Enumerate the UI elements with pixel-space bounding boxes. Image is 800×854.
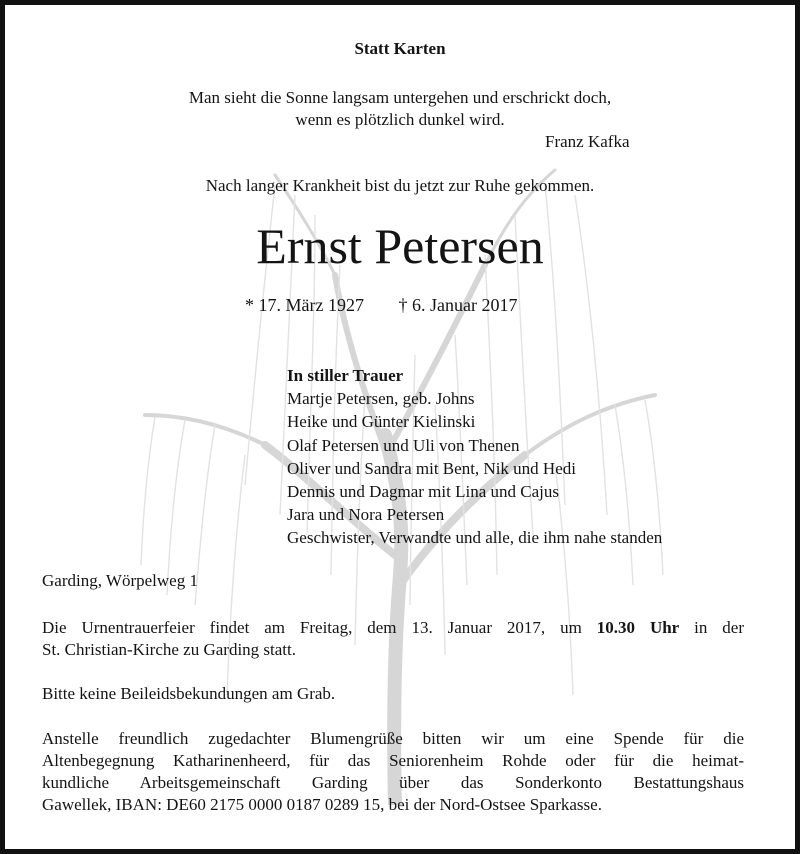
- mourner-name: Jara und Nora Petersen: [287, 505, 445, 525]
- mourner-name: Dennis und Dagmar mit Lina und Cajus: [287, 482, 559, 502]
- birth-date: * 17. März 1927: [245, 295, 364, 315]
- death-date: † 6. Januar 2017: [398, 295, 518, 315]
- header-statt-karten: Statt Karten: [354, 39, 446, 58]
- ceremony-pre: Die Urnentrauerfeier findet am Freitag, dem 13. Januar 2017, um: [42, 618, 582, 637]
- deceased-name: Ernst Petersen: [256, 218, 544, 274]
- quote-author: Franz Kafka: [545, 132, 630, 151]
- ceremony-line-1: [42, 617, 744, 639]
- address: Garding, Wörpelweg 1: [42, 571, 198, 590]
- intro-text: Nach langer Krankheit bist du jetzt zur Ruhe gekommen.: [205, 176, 595, 195]
- quote-line-2: wenn es plötzlich dunkel wird.: [295, 110, 505, 129]
- ceremony-line-2: St. Christian-Kirche zu Garding statt.: [42, 640, 297, 659]
- mourner-name: Olaf Petersen und Uli von Thenen: [287, 435, 520, 455]
- quote-line-1: Man sieht die Sonne langsam untergehen und erschrickt doch,: [188, 88, 612, 107]
- mourner-name: Oliver und Sandra mit Bent, Nik und Hedi: [287, 458, 576, 478]
- donation-line-3: kundliche Arbeitsgemeinschaft Garding über das Sonderkonto Bestattungshaus: [42, 773, 744, 792]
- condolences-note: Bitte keine Beileidsbekundungen am Grab.: [42, 684, 336, 703]
- donation-line-4: Gawellek, IBAN: DE60 2175 0000 0187 0289 15, bei der Nord-Ostsee Sparkasse.: [42, 795, 602, 814]
- donation-line-1: Anstelle freundlich zugedachter Blumengrüße bitten wir um eine Spende für die: [42, 729, 744, 748]
- life-dates: [245, 295, 517, 316]
- mourners-heading: In stiller Trauer: [287, 366, 404, 385]
- notice-content: [5, 5, 795, 849]
- mourner-name: Geschwister, Verwandte und alle, die ihm nahe standen: [287, 528, 663, 548]
- ceremony-post: in der: [694, 618, 745, 637]
- mourner-name: Heike und Günter Kielinski: [287, 412, 476, 432]
- donation-line-2: Altenbegegnung Katharinenheerd, für das Seniorenheim Rohde oder für die heimat-: [42, 751, 744, 770]
- mourners-list: [287, 364, 662, 550]
- donation-info: [42, 728, 744, 816]
- ceremony-info: [42, 617, 744, 661]
- ceremony-time: 10.30 Uhr: [596, 618, 680, 637]
- mourner-name: Martje Petersen, geb. Johns: [287, 389, 475, 409]
- kafka-quote: [5, 87, 795, 131]
